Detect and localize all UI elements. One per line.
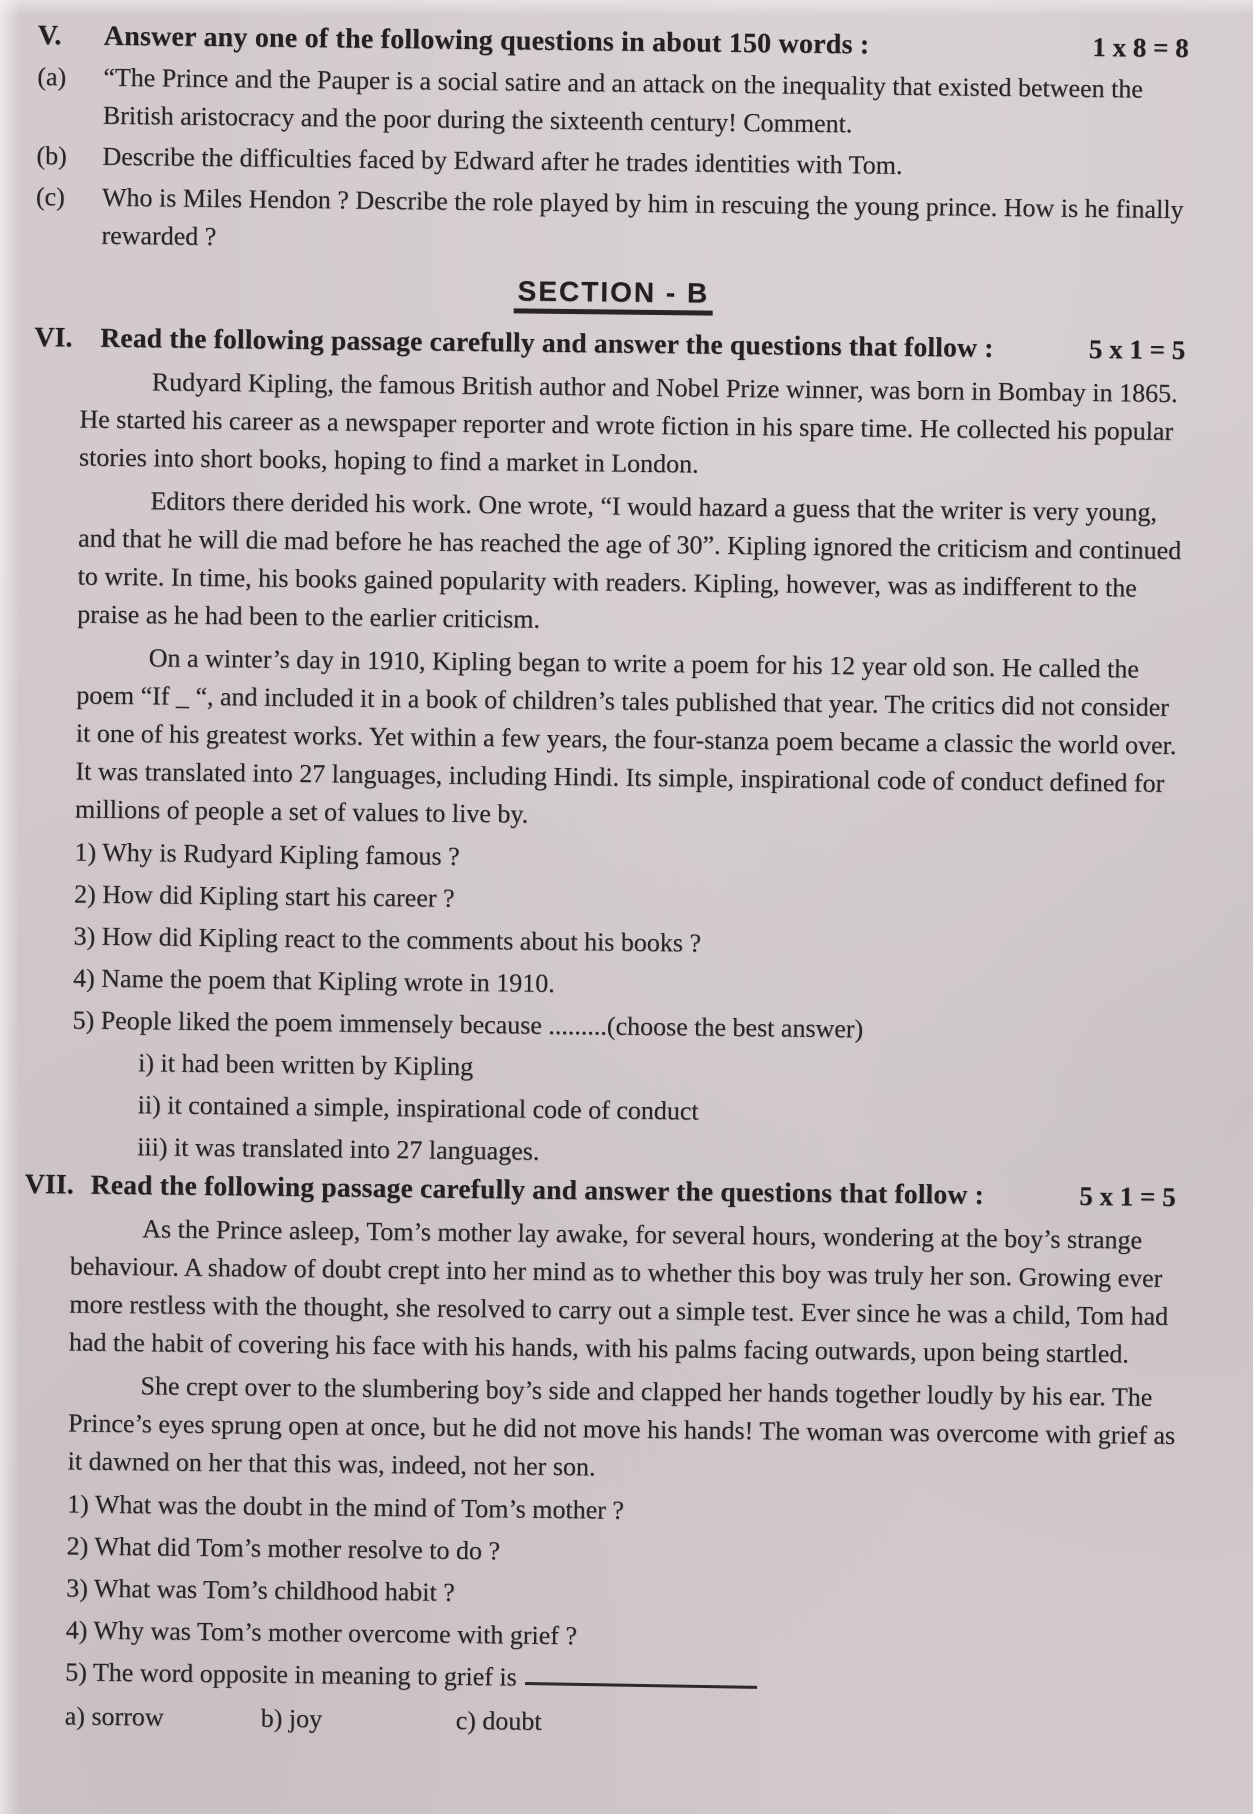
question-vii-section [18,1165,1181,1748]
item-label: (c) [35,181,65,212]
passage-paragraph: Editors there derided his work. One wrote, “I would hazard a guess that the writer is very young, and that he will die mad before he has reached the age of 30”. Kipling ignored the criticism and continued to write. In time, his books gained popularity with readers. Kipling, however, was as indifferent to the praise as he had been to the earlier criticism. [77,486,1182,634]
item-label: (b) [36,140,67,171]
answer-options-row [64,1697,1175,1748]
question-number: V. [37,19,62,52]
question-line: 5) People liked the poem immensely because .........(choose the best answer) [72,1005,864,1044]
question-line: 4) Name the poem that Kipling wrote in 1910. [72,963,555,998]
answer-option-a: a) sorrow [64,1701,164,1732]
passage-paragraph: Rudyard Kipling, the famous British author and Nobel Prize winner, was born in Bombay in 1865. He started his career as a newspaper reporter and wrote fiction in his spare time. He collected his popular stories into short books, hoping to find a market in London. [78,367,1178,479]
item-text: “The Prince and the Pauper is a social satire and an attack on the inequality that existed between the British aristocracy and the poor during the sixteenth century! Comment. [102,62,1144,139]
question-vi-section [25,318,1192,1178]
question-number: VI. [34,321,73,354]
question-line: 1) Why is Rudyard Kipling famous ? [74,837,460,871]
sub-option-line: ii) it contained a simple, inspirational code of conduct [137,1090,699,1126]
question-line: 2) What did Tom’s mother resolve to do ? [66,1531,501,1566]
question-heading: Answer any one of the following questions in about 150 words : [103,20,870,61]
item-label: (a) [37,61,67,92]
question-line: 4) Why was Tom’s mother overcome with grief ? [65,1615,578,1651]
question-line: 3) How did Kipling react to the comments about his books ? [73,921,702,958]
passage-paragraph: On a winter’s day in 1910, Kipling began to write a poem for his 12 year old son. He called the poem “If _ “, and included it in a book of children’s tales published that year. The critics did not consider it one of his greatest works. Yet within a few years, the four-stanza poem became a classic the world over. It was translated into 27 languages, including Hindi. Its simple, inspirational code of conduct defined for millions of people a set of values to live by. [74,643,1177,829]
question-item-c [35,178,1193,267]
question-vi-header [34,318,1191,370]
sub-option-line: i) it had been written by Kipling [137,1048,474,1082]
scanned-page-content [18,16,1194,1748]
question-marks: 5 x 1 = 5 [1079,1180,1176,1212]
passage-paragraph: As the Prince asleep, Tom’s mother lay awake, for several hours, wondering at the boy’s strange behaviour. A shadow of doubt crept into her mind as to whether this boy was truly her son. Growing ever more restless with the thought, she resolved to carry out a simple test. Ever since he was a child, Tom had had the habit of covering his face with his hands, with his palms facing outwards, upon being startled. [68,1214,1169,1369]
section-b-heading-text: SECTION - B [513,275,713,315]
answer-option-b: b) joy [260,1703,323,1734]
question-heading: Read the following passage carefully and answer the questions that follow : [100,321,994,363]
item-text: Describe the difficulties faced by Edward after he trades identities with Tom. [102,141,903,180]
question-line-with-blank [65,1653,1176,1704]
sub-option-line: iii) it was translated into 27 languages. [137,1132,540,1166]
section-b-heading [35,270,1192,321]
question-marks: 5 x 1 = 5 [1088,333,1186,366]
question-heading: Read the following passage carefully and answer the questions that follow : [90,1168,985,1210]
question-v-section [35,16,1195,267]
question-line: 2) How did Kipling start his career ? [73,879,455,913]
passage-paragraph: She crept over to the slumbering boy’s side and clapped her hands together loudly by his ear. The Prince’s eyes sprung open at once, but he did not move his hands! The woman was overcome with grief as it dawned on her that this was, indeed, not her son. [67,1371,1176,1482]
answer-option-c: c) doubt [455,1705,542,1736]
question-line: 1) What was the doubt in the mind of Tom’s mother ? [66,1489,625,1525]
question-number: VII. [24,1168,74,1201]
question-line-text: 5) The word opposite in meaning to grief is [65,1657,517,1692]
answer-blank [525,1676,757,1689]
item-text: Who is Miles Hendon ? Describe the role played by him in rescuing the young prince. How is he finally rewarded ? [101,182,1184,252]
question-marks: 1 x 8 = 8 [1092,31,1189,64]
question-line: 3) What was Tom’s childhood habit ? [66,1573,455,1607]
question-item-a [37,58,1195,147]
